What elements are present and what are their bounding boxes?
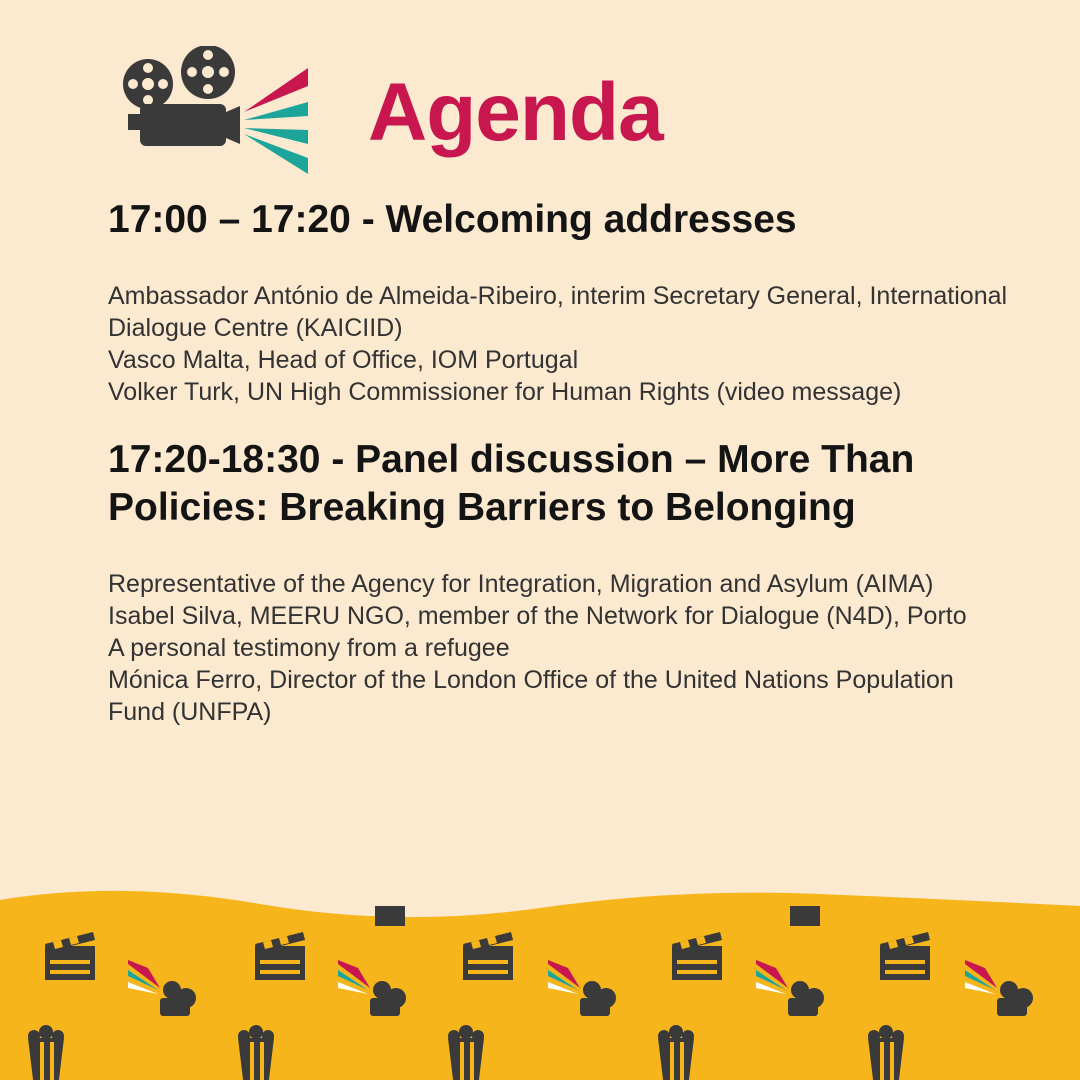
- agenda-content: [108, 196, 1008, 728]
- speaker-item: Ambassador António de Almeida-Ribeiro, interim Secretary General, International Dialogue Centre (KAICIID): [108, 282, 1008, 342]
- session-title: 17:20-18:30 - Panel discussion – More Than Policies: Breaking Barriers to Belonging: [108, 438, 915, 529]
- speaker-item: A personal testimony from a refugee: [108, 634, 510, 662]
- speaker-item: Vasco Malta, Head of Office, IOM Portugal: [108, 346, 579, 374]
- speaker-item: Representative of the Agency for Integration, Migration and Asylum (AIMA): [108, 570, 934, 598]
- session-title: 17:00 – 17:20 - Welcoming addresses: [108, 198, 797, 241]
- speaker-item: Volker Turk, UN High Commissioner for Human Rights (video message): [108, 378, 902, 406]
- speaker-item: Mónica Ferro, Director of the London Office of the United Nations Population Fund (UNFPA): [108, 666, 954, 726]
- speaker-item: Isabel Silva, MEERU NGO, member of the Network for Dialogue (N4D), Porto: [108, 602, 967, 630]
- film-projector-icon: [118, 46, 313, 176]
- header: [118, 46, 718, 176]
- speaker-list: [108, 280, 1008, 408]
- page-title: Agenda: [368, 67, 663, 158]
- speaker-list: [108, 568, 1008, 728]
- cinema-pattern-footer: [0, 880, 1080, 1080]
